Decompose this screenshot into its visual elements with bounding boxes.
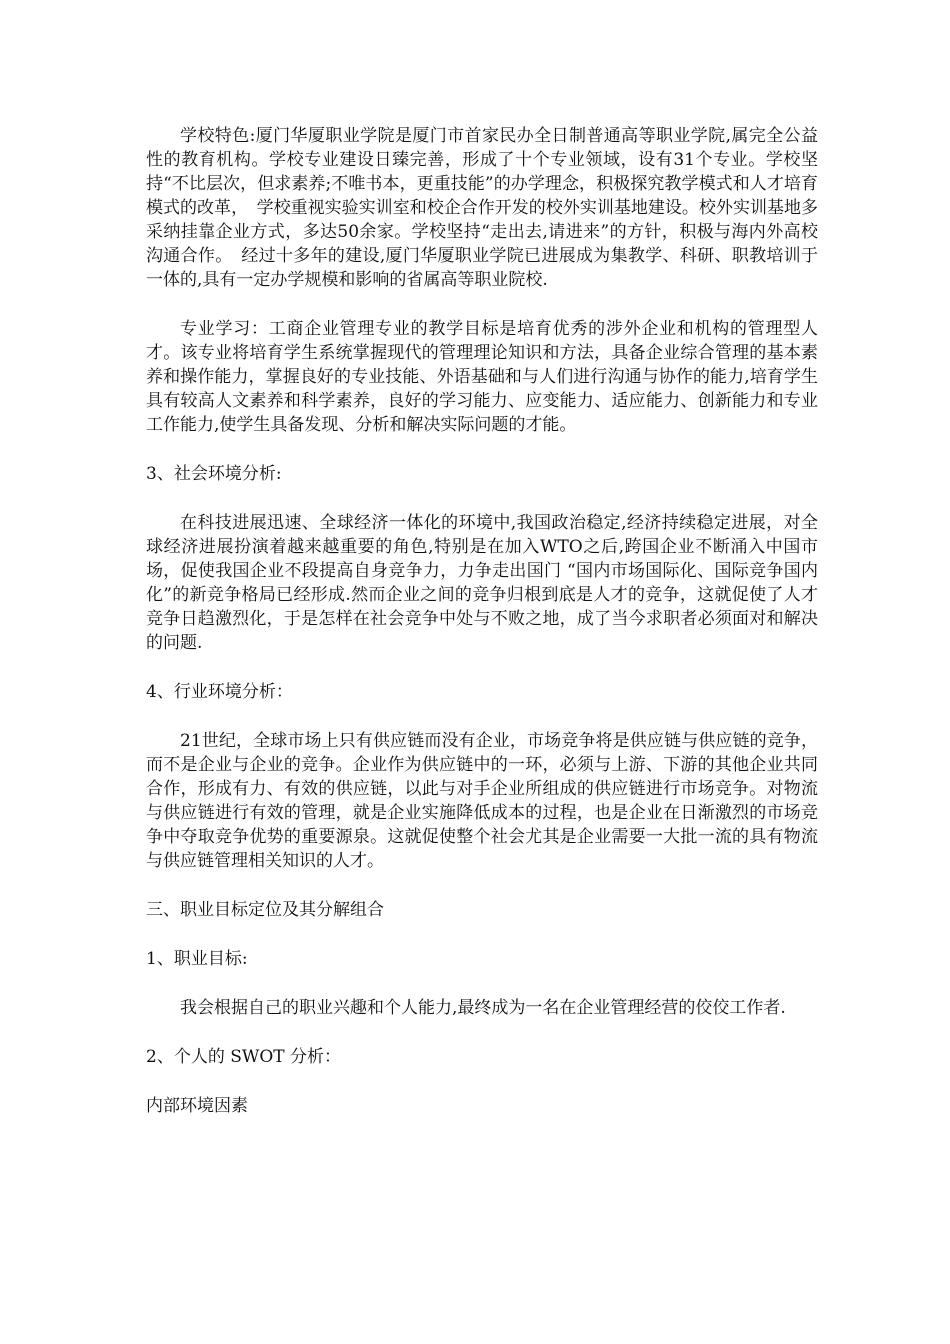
- spacer: [146, 922, 818, 947]
- heading-section-three: 三、职业目标定位及其分解组合: [146, 900, 384, 920]
- spacer: [146, 971, 818, 996]
- spacer: [146, 486, 818, 511]
- paragraph-industry-environment: 21世纪，全球市场上只有供应链而没有企业，市场竞争将是供应链与供应链的竞争，而不是企业与企业的竞争。企业作为供应链中的一环，必须与上游、下游的其他企业共同合作，形成有力、有效的供应链，以此与对手企业所组成的供应链进行市场竞争。对物流与供应链进行有效的管理，就是企业实施降低成本的过程，也是企业在日渐激烈的市场竞争中夺取竞争优势的重要源泉。这就促使整个社会尤其是企业需要一大批一流的具有物流与供应链管理相关知识的人才。: [146, 731, 818, 871]
- heading-industry-environment: 4、行业环境分析：: [146, 682, 293, 702]
- paragraph-school-features: 学校特色:厦门华厦职业学院是厦门市首家民办全日制普通高等职业学院,属完全公益性的教育机构。学校专业建设日臻完善，形成了十个专业领域，设有31个专业。学校坚持“不比层次，但求素养;不唯书本，更重技能”的办学理念，积极探究教学模式和人才培育模式的改革， 学校重视实验实训室和校企合作开发的校外实训基地建设。校外实训基地多采纳挂靠企业方式，多达50余家。学校坚持“走出去,请进来”的方针，积极与海内外高校沟通合作。 经过十多年的建设,厦门华厦职业学院已进展成为集教学、科研、职教培训于一体的,具有一定办学规模和影响的省属高等职业院校.: [146, 126, 818, 290]
- heading-career-goal: 1、职业目标:: [146, 949, 248, 969]
- spacer: [146, 292, 818, 317]
- document-page: [146, 124, 818, 1118]
- spacer: [146, 704, 818, 729]
- paragraph-career-goal: 我会根据自己的职业兴趣和个人能力,最终成为一名在企业管理经营的佼佼工作者.: [180, 998, 786, 1018]
- heading-social-environment: 3、社会环境分析:: [146, 464, 282, 484]
- heading-internal-factors: 内部环境因素: [146, 1096, 248, 1116]
- spacer: [146, 1020, 818, 1045]
- paragraph-major-study: 专业学习：工商企业管理专业的教学目标是培育优秀的涉外企业和机构的管理型人才。该专业将培育学生系统掌握现代的管理理论知识和方法，具备企业综合管理的基本素养和操作能力，掌握良好的专业技能、外语基础和与人们进行沟通与协作的能力,培育学生具有较高人文素养和科学素养，良好的学习能力、应变能力、适应能力、创新能力和专业工作能力,使学生具备发现、分析和解决实际问题的才能。: [146, 319, 818, 435]
- spacer: [146, 655, 818, 680]
- heading-swot: 2、个人的 SWOT 分析：: [146, 1047, 342, 1067]
- spacer: [146, 873, 818, 898]
- spacer: [146, 1069, 818, 1094]
- paragraph-social-environment: 在科技进展迅速、全球经济一体化的环境中,我国政治稳定,经济持续稳定进展，对全球经济进展扮演着越来越重要的角色,特别是在加入WTO之后,跨国企业不断涌入中国市场，促使我国企业不段提高自身竞争力，力争走出国门 “国内市场国际化、国际竞争国内化”的新竞争格局已经形成.然而企业之间的竞争归根到底是人才的竞争，这就促使了人才竞争日趋激烈化，于是怎样在社会竞争中处与不败之地，成了当今求职者必须面对和解决的问题.: [146, 513, 818, 653]
- spacer: [146, 437, 818, 462]
